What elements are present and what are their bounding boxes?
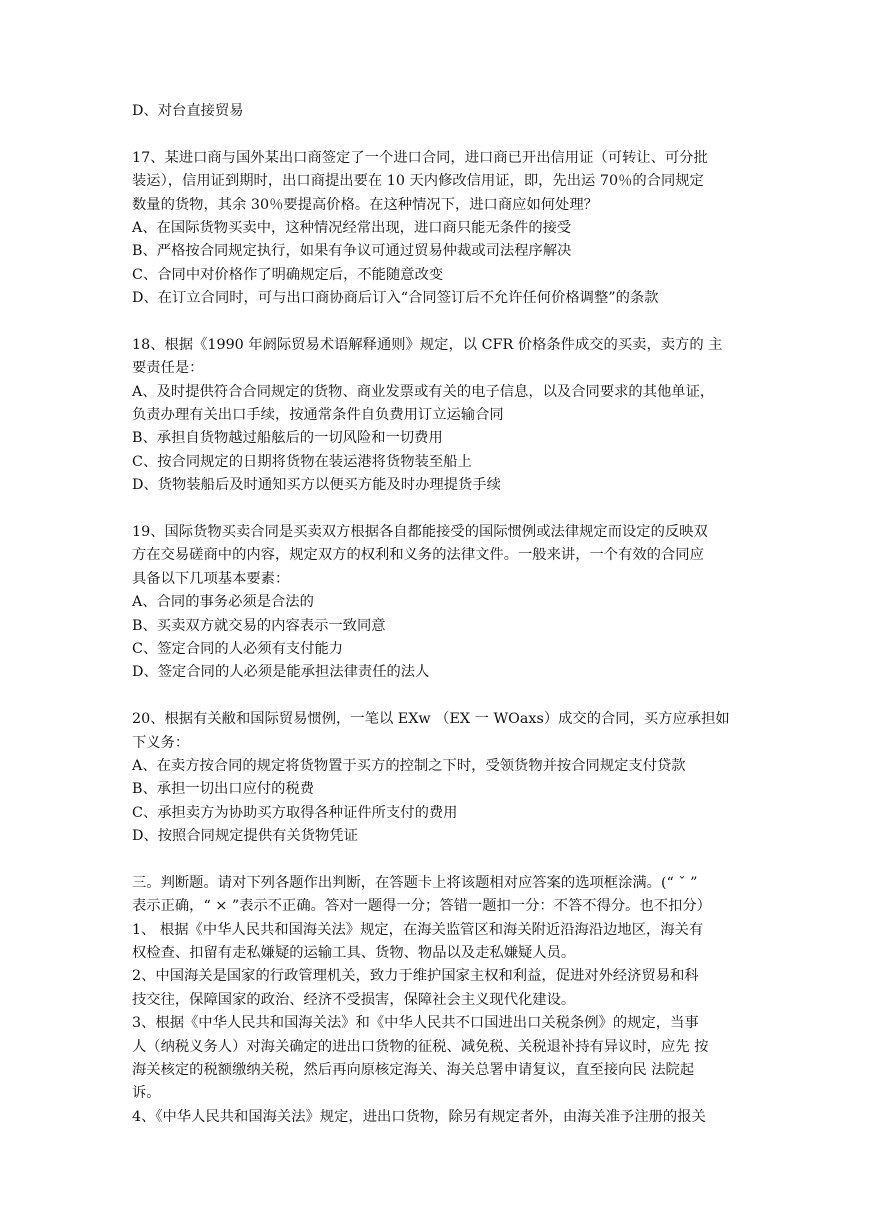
text-line: D、在订立合同时，可与出口商协商后订入“合同签订后不允许任何价格调整”的条款 — [132, 290, 659, 307]
text-line: D、货物装船后及时通知买方以便买方能及时办理提货手续 — [132, 477, 501, 494]
text-line: 表示正确，“ × ”表示不正确。答对一题得一分；答错一题扣一分：不答不得分。也不扣分） — [132, 898, 711, 915]
text-line: A、在国际货物买卖中，这种情况经常出现，进口商只能无条件的接受 — [132, 219, 572, 236]
text-line: A、合同的事务必须是合法的 — [132, 594, 314, 611]
text-line: 诉。 — [132, 1085, 161, 1102]
paragraph-gap — [132, 849, 744, 872]
text-line: A、在卖方按合同的规定将货物置于买方的控制之下时，受领货物并按合同规定支付贷款 — [132, 757, 686, 774]
text-line: 要责任是： — [132, 360, 204, 377]
text-line: B、买卖双方就交易的内容表示一致同意 — [132, 617, 386, 634]
text-line: 海关核定的税额缴纳关税，然后再向原核定海关、海关总署申请复议，直至接向民 法院起 — [132, 1062, 695, 1079]
text-line: C、合同中对价格作了明确规定后，不能随意改变 — [132, 266, 444, 283]
text-line: B、严格按合同规定执行，如果有争议可通过贸易仲裁或司法程序解决 — [132, 243, 572, 260]
text-line: 权检查、扣留有走私嫌疑的运输工具、货物、物品以及走私嫌疑人员。 — [132, 945, 576, 962]
document-page — [132, 100, 744, 1129]
text-line: 3、根据《中华人民共和国海关法》和《中华人民共不口国进出口关税条例》的规定，当事 — [132, 1015, 699, 1032]
text-line: B、承担自货物越过船舷后的一切风险和一切费用 — [132, 430, 443, 447]
paragraph-gap — [132, 498, 744, 521]
text-line: 装运），信用证到期时，出口商提出要在 10 天内修改信用证，即，先出运 70％的合同规定 — [132, 173, 704, 190]
text-line: 2、中国海关是国家的行政管理机关，致力于维护国家主权和利益，促进对外经济贸易和科 — [132, 968, 699, 985]
paragraph-gap — [132, 311, 744, 334]
text-line: D、按照合同规定提供有关货物凭证 — [132, 828, 358, 845]
text-line: 三。判断题。请对下列各题作出判断，在答题卡上将该题相对应答案的选项框涂满。(“ ˇ ” — [132, 874, 698, 891]
text-line: D、对台直接贸易 — [132, 103, 244, 119]
text-line: 19、国际货物买卖合同是买卖双方根据各自都能接受的国际惯例或法律规定而设定的反映双 — [132, 524, 708, 541]
text-line: C、承担卖方为协助买方取得各种证件所支付的费用 — [132, 804, 458, 821]
text-line: A、及时提供符合合同规定的货物、商业发票或有关的电子信息，以及合同要求的其他单证， — [132, 383, 715, 400]
text-line: 20、根据有关敝和国际贸易惯例，一笔以 EXw （EX 一 WOaxs）成交的合同，买方应承担如 — [132, 711, 730, 728]
text-line: 4、《中华人民共和国海关法》规定，进出口货物，除另有规定者外，由海关准予注册的报关 — [132, 1108, 706, 1125]
text-line: B、承担一切出口应付的税费 — [132, 781, 315, 798]
text-line: C、签定合同的人必须有支付能力 — [132, 640, 344, 657]
text-line: 具备以下几项基本要素： — [132, 570, 290, 587]
paragraph-gap — [132, 123, 744, 146]
text-line: 18、根据《1990 年阏际贸易术语解释通则》规定，以 CFR 价格条件成交的买卖，卖方的 主 — [132, 336, 723, 353]
text-line: C、按合同规定的日期将货物在装运港将货物装至船上 — [132, 453, 472, 470]
text-line: D、签定合同的人必须是能承担法律责任的法人 — [132, 664, 430, 681]
text-line: 下义务： — [132, 734, 190, 751]
text-line: 方在交易磋商中的内容，规定双方的权利和义务的法律文件。一般来讲，一个有效的合同应 — [132, 547, 704, 564]
text-line: 负责办理有关出口手续，按通常条件自负费用订立运输合同 — [132, 407, 504, 424]
text-line: 数量的货物，其余 30％要提高价格。在这种情况下，进口商应如何处理？ — [132, 196, 598, 213]
text-line: 人（纳税义务人）对海关确定的进出口货物的征税、减免税、关税退补持有异议时，应先 按 — [132, 1038, 709, 1055]
text-line: 技交往，保障国家的政治、经济不受损害，保障社会主义现代化建设。 — [132, 991, 576, 1008]
text-line: 1、 根据《中华人民共和国海关法》规定，在海关监管区和海关附近沿海沿边地区，海关有 — [132, 921, 704, 938]
text-line: 17、某进口商与国外某出口商签定了一个进口合同，进口商已开出信用证（可转让、可分批 — [132, 149, 708, 166]
paragraph-gap — [132, 685, 744, 708]
